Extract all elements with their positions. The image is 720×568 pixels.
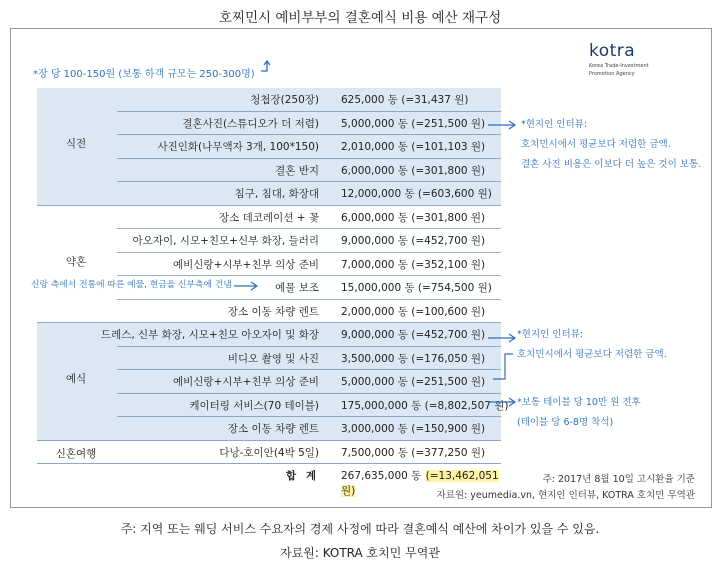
item-label: 케이터링 서비스(70 테이블)	[189, 399, 319, 412]
logo-word: kotra	[589, 41, 636, 61]
price-value: 7,000,000 동 (=352,100 원)	[341, 258, 486, 271]
logo-sub-1: Korea Trade-Investment	[589, 63, 649, 69]
table-row	[37, 370, 501, 394]
table-row	[37, 417, 501, 441]
item-label: 장소 데코레이션 + 꽃	[219, 211, 319, 224]
price-value: 15,000,000 동 (=754,500 원)	[341, 282, 492, 295]
table-row	[37, 112, 501, 136]
total-row	[37, 464, 501, 497]
bottom-note: 주: 지역 또는 웨딩 서비스 수요자의 경제 사정에 따라 결혼예식 예산에 차이가 있을 수 있음.	[120, 522, 600, 536]
exchange-rate-note: 주: 2017년 8월 10일 고시환율 기준	[542, 474, 695, 485]
bracket-arrow-icon	[491, 351, 517, 381]
item-label: 장소 이동 차량 렌트	[227, 305, 319, 318]
logo-sub-2: Promotion Agency	[589, 71, 635, 77]
table-row	[37, 182, 501, 206]
group-honeymoon	[37, 441, 501, 465]
price-value: 175,000,000 동 (=8,802,507 원)	[341, 399, 509, 412]
table-row	[37, 441, 501, 465]
total-vnd: 267,635,000 동	[341, 470, 425, 482]
source-note: 자료원: yeumedia.vn, 현지인 인터뷰, KOTRA 호치민 무역관	[436, 490, 695, 501]
category-label: 예식	[65, 373, 87, 385]
annotation-photo-3: 결혼 사진 비용은 이보다 더 높은 것이 보통.	[521, 159, 702, 170]
annotation-ceremony-2: 호치민시에서 평균보다 저렴한 금액.	[517, 349, 667, 360]
item-label: 드레스, 신부 화장, 시모+친모 아오자이 및 화장	[100, 329, 319, 342]
annotation-gift: 신랑 측에서 전통에 따른 예물, 현금을 신부측에 건냄	[31, 280, 232, 290]
item-label: 다낭-호이안(4박 5일)	[219, 446, 319, 459]
item-label: 결혼 반지	[275, 164, 319, 177]
table-row	[37, 347, 501, 371]
arrow-right-icon	[487, 333, 517, 343]
figure-frame	[10, 28, 712, 508]
price-value: 12,000,000 동 (=603,600 원)	[341, 188, 492, 201]
table-row	[37, 394, 509, 418]
category-label: 약혼	[65, 255, 87, 268]
annotation-photo-2: 호치민시에서 평균보다 저렴한 금액.	[521, 139, 671, 150]
price-value: 2,000,000 동 (=100,600 원)	[341, 305, 486, 318]
item-label: 사진인화(나무액자 3개, 100*150)	[157, 141, 319, 154]
table-row	[37, 135, 501, 159]
price-value: 625,000 동 (=31,437 원)	[341, 94, 469, 107]
table-row	[37, 300, 501, 324]
table-row	[37, 206, 501, 230]
arrow-right-icon	[233, 281, 259, 291]
total-label: 합 계	[286, 470, 319, 482]
price-value: 7,500,000 동 (=377,250 원)	[341, 446, 486, 459]
arrow-right-icon	[487, 397, 517, 407]
item-label: 비디오 촬영 및 사진	[227, 352, 319, 365]
item-label: 예물 보조	[275, 282, 319, 295]
price-value: 6,000,000 동 (=301,800 원)	[341, 211, 486, 224]
price-value: 5,000,000 동 (=251,500 원)	[341, 117, 486, 130]
table-row	[37, 253, 501, 277]
item-label: 예비신랑+시부+친부 의상 준비	[173, 258, 319, 271]
item-label: 결혼사진(스튜디오가 더 저렴)	[182, 117, 319, 130]
price-value: 9,000,000 동 (=452,700 원)	[341, 329, 486, 342]
price-value: 2,010,000 동 (=101,103 원)	[341, 141, 486, 154]
item-label: 예비신랑+시부+친부 의상 준비	[173, 376, 319, 389]
price-value: 5,000,000 동 (=251,500 원)	[341, 376, 486, 389]
price-value: 3,500,000 동 (=176,050 원)	[341, 352, 486, 365]
annotation-catering-2: (테이블 당 6-8명 착석)	[517, 417, 614, 428]
price-value: 9,000,000 동 (=452,700 원)	[341, 235, 486, 248]
category-label: 신혼여행	[55, 447, 97, 460]
annotation-photo-1: *현지인 인터뷰:	[521, 119, 588, 130]
group-ceremony	[37, 323, 509, 441]
page-title: 호찌민시 예비부부의 결혼예식 비용 예산 재구성	[218, 10, 502, 26]
kotra-logo	[589, 41, 679, 77]
arrow-right-icon	[487, 120, 517, 130]
item-label: 침구, 침대, 화장대	[234, 188, 319, 201]
annotation-ceremony-1: *현지인 인터뷰:	[517, 329, 584, 340]
table-row	[37, 159, 501, 183]
group-pre-ceremony	[37, 88, 501, 206]
annotation-catering-1: *보통 테이블 당 10만 원 전후	[517, 397, 641, 408]
item-label: 청첩장(250장)	[250, 94, 319, 107]
total-krw-highlight: (=13,462,051 원)	[341, 470, 499, 497]
category-label: 식전	[65, 138, 87, 150]
group-engagement	[37, 206, 501, 324]
item-label: 아오자이, 시모+친모+신부 화장, 들러리	[132, 235, 319, 248]
price-value: 6,000,000 동 (=301,800 원)	[341, 164, 486, 177]
item-label: 장소 이동 차량 렌트	[227, 423, 319, 436]
table-row	[37, 229, 501, 253]
table-row	[37, 323, 501, 347]
price-value: 3,000,000 동 (=150,900 원)	[341, 423, 486, 436]
table-row	[37, 88, 501, 112]
invitation-note: *장 당 100-150원 (보통 하객 규모는 250-300명)	[33, 69, 255, 80]
bottom-source: 자료원: KOTRA 호치민 무역관	[280, 546, 440, 560]
arrow-up-icon	[259, 59, 273, 73]
